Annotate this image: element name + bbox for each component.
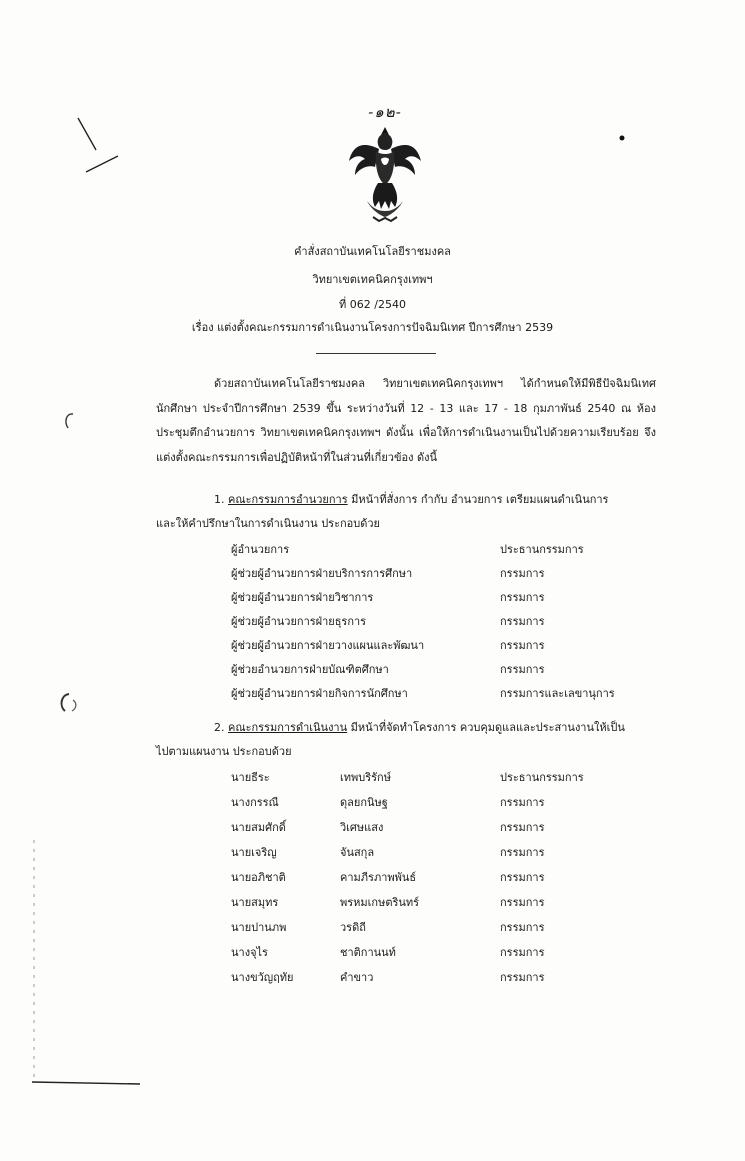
member-last-name: คามภีรภาพพันธ์ [340,871,417,884]
section-1-role: กรรมการและเลขานุการ [500,687,615,700]
punch-hole-mark-upper [58,410,78,432]
section-2-title: คณะกรรมการดำเนินงาน [228,721,348,734]
section-2-number: 2. [214,721,225,734]
member-role: กรรมการ [500,871,545,884]
punch-hole-mark-lower [55,690,81,716]
section-1-role: กรรมการ [500,591,545,604]
member-first-name: นายธีระ [231,771,270,784]
member-first-name: นายสมศักดิ์ [231,821,286,834]
section-1-continuation: และให้คำปรึกษาในการดำเนินงาน ประกอบด้วย [156,517,381,530]
section-2-continuation: ไปตามแผนงาน ประกอบด้วย [156,745,292,758]
section-1-position: ผู้ช่วยผู้อำนวยการฝ่ายกิจการนักศึกษา [231,687,408,700]
member-first-name: นายอภิชาติ [231,871,286,884]
section-1-role: กรรมการ [500,567,545,580]
member-role: กรรมการ [500,896,545,909]
member-last-name: เทพบริรักษ์ [340,771,391,784]
section-1-role: กรรมการ [500,615,545,628]
section-1-heading [214,492,608,508]
section-1-position: ผู้ช่วยอำนวยการฝ่ายบัณฑิตศึกษา [231,663,389,676]
intro-paragraph: ด้วยสถาบันเทคโนโลยีราชมงคล วิทยาเขตเทคนิคกรุงเทพฯ ได้กำหนดให้มีพิธีปัจฉิมนิเทศนักศึกษา ประจำปีการศึกษา 2539 ขึ้น ระหว่างวันที่ 12 - 13 และ 17 - 18 กุมภาพันธ์ 2540 ณ ห้องประชุมตึกอำนวยการ วิทยาเขตเทคนิคกรุงเทพฯ ดังนั้น เพื่อให้การดำเนินงานเป็นไปด้วยความเรียบร้อย จึงแต่งตั้งคณะกรรมการเพื่อปฏิบัติหน้าที่ในส่วนที่เกี่ยวข้อง ดังนี้ [156,377,656,464]
page-number: -๑๒- [368,103,402,121]
order-college: วิทยาเขตเทคนิคกรุงเทพฯ [312,273,433,286]
section-1-position: ผู้ช่วยผู้อำนวยการฝ่ายวางแผนและพัฒนา [231,639,425,652]
member-last-name: ชาติกานนท์ [340,946,396,959]
section-1-position: ผู้ช่วยผู้อำนวยการฝ่ายวิชาการ [231,591,374,604]
member-first-name: นายเจริญ [231,846,277,859]
member-last-name: วิเศษแสง [340,821,384,834]
order-organization: คำสั่งสถาบันเทคโนโลยีราชมงคล [294,245,451,258]
member-first-name: นางจุไร [231,946,268,959]
section-1-description: มีหน้าที่สั่งการ กำกับ อำนวยการ เตรียมแผนดำเนินการ [347,493,609,506]
order-number: ที่ 062 /2540 [339,298,406,311]
scan-mark-slash [70,110,130,180]
order-subject: เรื่อง แต่งตั้งคณะกรรมการดำเนินงานโครงการปัจฉิมนิเทศ ปีการศึกษา 2539 [191,321,554,334]
member-first-name: นายสมุทร [231,896,279,909]
header-divider [316,353,436,354]
section-1-position: ผู้อำนวยการ [231,543,290,556]
section-1-role: กรรมการ [500,639,545,652]
member-first-name: นายปานภพ [231,921,287,934]
member-last-name: ดุลยกนิษฐ [340,796,388,809]
member-role: กรรมการ [500,846,545,859]
member-role: กรรมการ [500,796,545,809]
member-role: กรรมการ [500,921,545,934]
scan-mark-dot [617,133,627,143]
section-1-role: ประธานกรรมการ [500,543,584,556]
section-1-position: ผู้ช่วยผู้อำนวยการฝ่ายธุรการ [231,615,367,628]
member-role: ประธานกรรมการ [500,771,584,784]
section-1-position: ผู้ช่วยผู้อำนวยการฝ่ายบริการการศึกษา [231,567,413,580]
section-1-number: 1. [214,493,225,506]
member-first-name: นางขวัญฤทัย [231,971,294,984]
garuda-emblem [345,105,425,225]
section-1-title: คณะกรรมการอำนวยการ [228,493,348,506]
member-last-name: วรดิถี [340,921,366,934]
member-last-name: จันสกุล [340,846,375,859]
member-last-name: คำขาว [340,971,374,984]
section-2-description: มีหน้าที่จัดทำโครงการ ควบคุมดูแลและประสานงานให้เป็น [347,721,625,734]
member-role: กรรมการ [500,971,545,984]
member-first-name: นางกรรณี [231,796,279,809]
section-2-heading [214,720,625,736]
member-role: กรรมการ [500,821,545,834]
section-1-role: กรรมการ [500,663,545,676]
member-role: กรรมการ [500,946,545,959]
member-last-name: พรหมเกษตรินทร์ [340,896,420,909]
